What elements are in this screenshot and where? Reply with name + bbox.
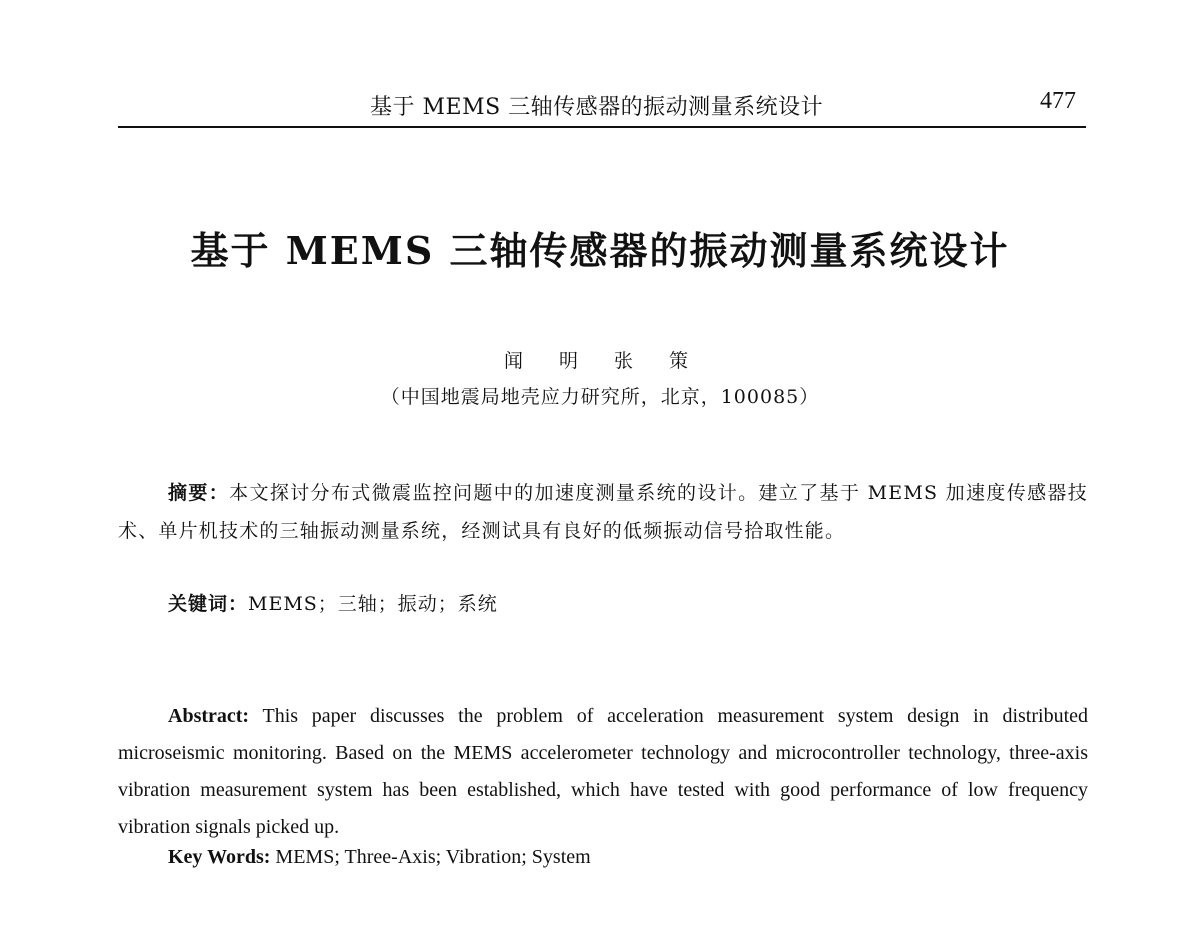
running-title: 基于 MEMS 三轴传感器的振动测量系统设计 <box>370 95 824 120</box>
page-number: 477 <box>1040 88 1076 114</box>
chinese-keywords-text: MEMS；三轴；振动；系统 <box>248 593 498 615</box>
english-abstract-text: This paper discusses the problem of acceleration measurement system design in distributed microseismic monitoring. Based on the MEMS accelerometer technology and microcontroller technology, three-axis vibration measurement system has been established, which have tested with good performance of low frequency vibration signals picked up. <box>118 705 1088 838</box>
english-abstract <box>118 698 1088 846</box>
chinese-abstract-label: 摘要： <box>168 482 230 504</box>
english-keywords-label: Key Words: <box>168 846 271 868</box>
english-abstract-label: Abstract: <box>168 705 250 727</box>
chinese-keywords <box>168 589 498 616</box>
author-affiliation: （中国地震局地壳应力研究所，北京，100085） <box>380 386 820 408</box>
running-header <box>118 80 1086 128</box>
english-keywords-text: MEMS; Three-Axis; Vibration; System <box>270 846 591 868</box>
chinese-abstract <box>118 474 1088 550</box>
paper-title: 基于 MEMS 三轴传感器的振动测量系统设计 <box>190 228 1010 273</box>
chinese-keywords-label: 关键词： <box>168 593 249 615</box>
author-list: 闻 明 张 策 <box>503 350 697 372</box>
chinese-abstract-text: 本文探讨分布式微震监控问题中的加速度测量系统的设计。建立了基于 MEMS 加速度传感器技术、单片机技术的三轴振动测量系统，经测试具有良好的低频振动信号拾取性能。 <box>118 482 1088 542</box>
english-keywords <box>168 846 591 869</box>
